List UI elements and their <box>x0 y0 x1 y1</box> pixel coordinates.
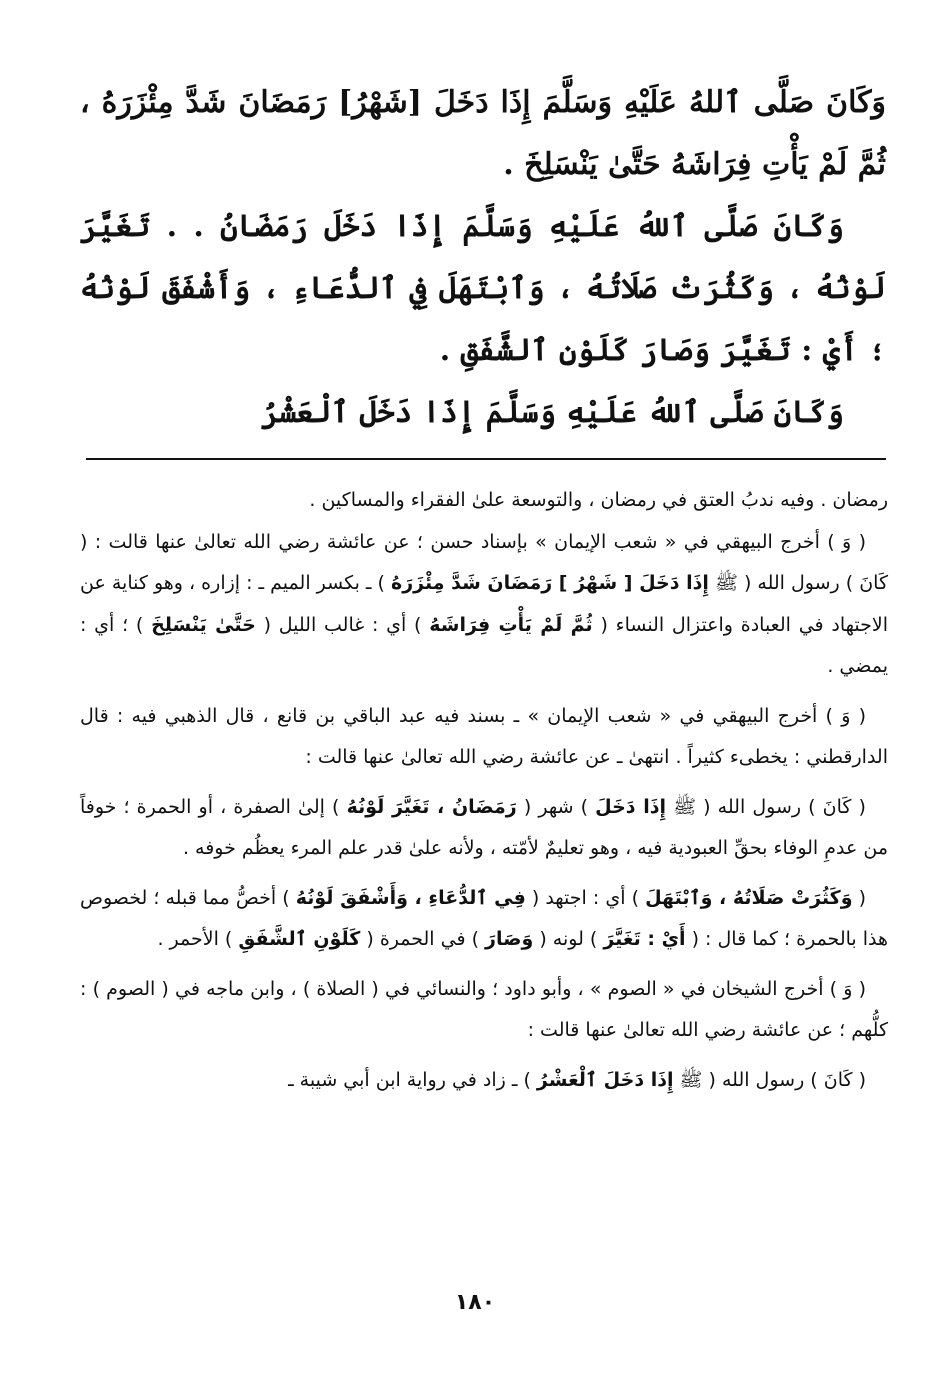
commentary-paragraph-7: ( كَانَ ) رسول الله ( ﷺ إِذَا دَخَلَ ٱلْعَشْرُ ) ـ زاد في رواية ابن أبي شيبة ـ <box>288 1068 866 1091</box>
footnote-separator-line <box>86 458 886 460</box>
commentary-paragraph-3: ( وَ ) أخرج البيهقي في « شعب الإيمان » ـ بسند فيه عبد الباقي بن قانع ، قال الذهبي فيه : قال الدارقطني : يخطىء كثيراً . انتهىٰ ـ عن عائشة رضي الله تعالىٰ عنها قالت : <box>80 704 888 768</box>
commentary-paragraph-5: ( وَكَثُرَتْ صَلَاتُهُ ، وَٱبْتَهَلَ ) أي : اجتهد ( فِي ٱلدُّعَاءِ ، وَأَشْفَقَ لَوْنُهُ ) أخصُّ مما قبله ؛ لخصوص هذا بالحمرة ؛ كما قال : ( أَيْ : تَغَيَّرَ ) لونه ( وَصَارَ ) في الحمرة ( كَلَوْنِ ٱلشَّفَقِ ) الأحمر . <box>80 886 888 950</box>
main-paragraph-3: وَكَانَ صَلَّى ٱللهُ عَلَيْهِ وَسَلَّمَ إِذَا دَخَلَ ٱلْعَشْرُ <box>261 395 844 430</box>
main-paragraph-1: وَكَانَ صَلَّى ٱللهُ عَلَيْهِ وَسَلَّمَ إِذَا دَخَلَ [شَهْرُ] رَمَضَانَ شَدَّ مِئْزَرَهُ ، ثُمَّ لَمْ يَأْتِ فِرَاشَهُ حَتَّىٰ يَنْسَلِخَ . <box>80 85 886 182</box>
commentary-paragraph-2: ( وَ ) أخرج البيهقي في « شعب الإيمان » بإسناد حسن ؛ عن عائشة رضي الله تعالىٰ عنها قالت : ( كَانَ ) رسول الله ( ﷺ إِذَا دَخَلَ [ شَهْرُ ] رَمَضَانَ شَدَّ مِئْزَرَهُ ) ـ بكسر الميم ـ : إزاره ، وهو كناية عن الاجتهاد في العبادة واعتزال النساء ( ثُمَّ لَمْ يَأْتِ فِرَاشَهُ ) أي : غالب الليل ( حَتَّىٰ يَنْسَلِخَ ) ؛ أي : يمضي . <box>80 530 889 677</box>
commentary-block <box>80 480 888 1101</box>
commentary-paragraph-6: ( وَ ) أخرج الشيخان في « الصوم » ، وأبو داود ؛ والنسائي في ( الصلاة ) ، وابن ماجه في ( الصوم ) : كلُّهم ؛ عن عائشة رضي الله تعالىٰ عنها قالت : <box>80 977 888 1041</box>
commentary-paragraph-1: رمضان . وفيه ندبُ العتق في رمضان ، والتوسعة علىٰ الفقراء والمساكين . <box>309 489 888 511</box>
main-text-block <box>80 72 886 444</box>
main-paragraph-2: وَكَانَ صَلَّى ٱللهُ عَلَيْهِ وَسَلَّمَ إِذَا دَخَلَ رَمَضَانُ . . تَغَيَّرَ لَوْنُهُ ، وَكَثُرَتْ صَلَاتُهُ ، وَٱبْتَهَلَ فِي ٱلدُّعَاءِ ، وَأَشْفَقَ لَوْنُهُ ؛ أَيْ : تَغَيَّرَ وَصَارَ كَلَوْنِ ٱلشَّفَقِ . <box>80 209 886 368</box>
commentary-paragraph-4: ( كَانَ ) رسول الله ( ﷺ إِذَا دَخَلَ ) شهر ( رَمَضَانُ ، تَغَيَّرَ لَوْنُهُ ) إلىٰ الصفرة ، أو الحمرة ؛ خوفاً من عدمِ الوفاء بحقِّ العبودية فيه ، وهو تعليمٌ لأمّته ، ولأنه علىٰ قدر علم المرء يعظُم خوفه . <box>80 795 888 859</box>
page-number: ١٨٠ <box>454 1290 496 1315</box>
